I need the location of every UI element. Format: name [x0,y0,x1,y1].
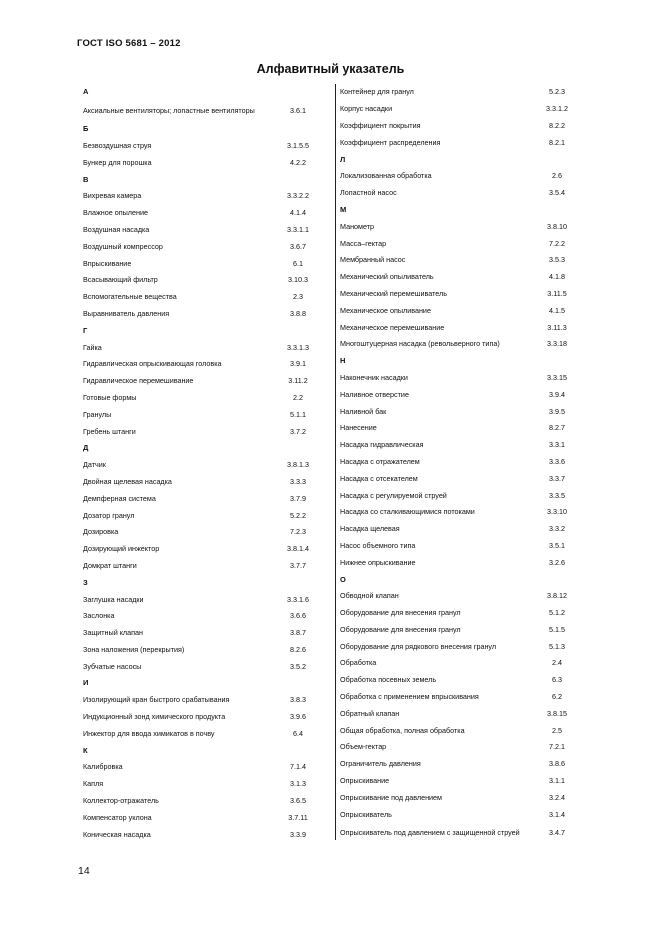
index-term: Насадка с отражателем [340,457,420,467]
index-entry [340,118,580,135]
index-reference-number: 3.7.2 [290,426,306,436]
index-entry [83,138,328,155]
index-entry [340,806,580,823]
index-entry [83,474,328,491]
index-term: Воздушная насадка [83,225,150,235]
index-entry [83,793,328,810]
index-entry [83,709,328,726]
index-reference-number: 2.4 [552,658,562,668]
index-reference-number: 3.6.1 [290,106,306,116]
index-reference-number: 5.1.2 [549,608,565,618]
index-term: Изолирующий кран быстрого срабатывания [83,695,230,705]
index-reference-number: 3.8.7 [290,628,306,638]
index-reference-number: 4.1.4 [290,208,306,218]
index-entry [83,725,328,742]
index-term: Лопастной насос [340,188,397,198]
index-term: Механический перемешиватель [340,289,447,299]
index-term: Опрыскиватель [340,809,392,819]
index-reference-number: 4.1.8 [549,272,565,282]
page-number: 14 [78,865,90,877]
index-reference-number: 3.9.6 [290,712,306,722]
index-term: Демпферная система [83,493,156,503]
index-entry [340,386,580,403]
index-entry [340,504,580,521]
alphabetical-index [80,84,580,840]
index-entry [340,218,580,235]
index-reference-number: 3.3.1.6 [287,594,309,604]
index-reference-number: 3.1.1 [549,776,565,786]
index-entry [83,205,328,222]
index-term: Оборудование для внесения гранул [340,625,461,635]
index-entry [340,722,580,739]
index-reference-number: 3.3.2 [549,524,565,534]
index-term: Выравниватель давления [83,309,170,319]
index-entry [340,84,580,101]
index-reference-number: 3.1.4 [549,809,565,819]
index-reference-number: 3.9.5 [549,406,565,416]
index-entry [83,222,328,239]
index-reference-number: 6.3 [552,675,562,685]
index-reference-number: 4.2.2 [290,158,306,167]
index-term: Насадка со сталкивающимися потоками [340,507,475,517]
index-reference-number: 3.5.2 [290,661,306,671]
index-entry [83,591,328,608]
index-term: Насадка с регулируемой струей [340,490,447,500]
index-entry [83,541,328,558]
index-reference-number: 7.1.4 [290,762,306,772]
index-entry [83,154,328,171]
letter-heading-text: Д [83,443,89,453]
index-reference-number: 3.8.1.3 [287,460,309,470]
index-term: Капля [83,779,104,789]
index-term: Наконечник насадки [340,373,408,383]
index-entry [340,420,580,437]
index-term: Датчик [83,460,106,470]
index-reference-number: 3.5.1 [549,541,565,551]
letter-heading-text: З [83,577,88,587]
index-letter-heading [83,440,328,457]
index-entry [83,238,328,255]
index-term: Зубчатые насосы [83,661,142,671]
index-term: Заглушка насадки [83,594,144,604]
index-term: Двойная щелевая насадка [83,477,172,487]
index-reference-number: 2.6 [552,171,562,181]
index-entry [340,336,580,353]
index-reference-number: 7.2.3 [290,527,306,537]
index-reference-number: 3.6.5 [290,796,306,806]
index-reference-number: 3.3.1.3 [287,342,309,352]
letter-heading-text: Н [340,356,346,366]
index-term: Общая обработка, полная обработка [340,725,465,735]
index-entry [83,558,328,575]
index-entry [340,319,580,336]
index-reference-number: 3.3.1.2 [546,104,568,114]
index-term: Многоштуцерная насадка (револьверного типа) [340,339,500,349]
index-term: Индукционный зонд химического продукта [83,712,226,722]
index-term: Дозатор гранул [83,510,135,520]
letter-heading-text: М [340,205,347,215]
index-reference-number: 8.2.7 [549,423,565,433]
index-entry [340,521,580,538]
index-reference-number: 3.3.1.1 [287,225,309,235]
index-term: Манометр [340,221,375,231]
index-entry [340,672,580,689]
index-term: Обратный клапан [340,709,400,719]
index-entry [340,655,580,672]
letter-heading-text: К [83,745,88,755]
index-letter-heading [340,353,580,370]
index-term: Дозировка [83,527,119,537]
index-term: Воздушный компрессор [83,241,163,251]
index-entry [83,406,328,423]
index-term: Локализованная обработка [340,171,432,181]
index-reference-number: 8.2.6 [290,645,306,655]
index-entry [83,507,328,524]
index-reference-number: 3.8.15 [547,709,567,719]
index-entry [340,756,580,773]
index-term: Инжектор для ввода химикатов в почву [83,729,215,739]
index-entry [83,255,328,272]
index-entry [340,622,580,639]
index-reference-number: 3.11.5 [547,289,567,299]
index-entry [83,373,328,390]
index-term: Оборудование для рядкового внесения гранул [340,641,497,651]
index-term: Контейнер для гранул [340,87,414,97]
index-term: Насос объемного типа [340,541,416,551]
index-term: Опрыскиватель под давлением с защищенной струей [340,828,520,838]
index-entry [340,739,580,756]
index-reference-number: 3.8.10 [547,221,567,231]
index-reference-number: 3.8.1.4 [287,544,309,554]
letter-heading-text: А [83,87,89,97]
index-term: Коэффициент распределения [340,138,441,147]
index-term: Объем-гектар [340,742,387,752]
index-reference-number: 3.11.2 [288,376,308,386]
index-entry [340,487,580,504]
index-entry [83,457,328,474]
index-entry [83,826,328,843]
index-term: Ограничитель давления [340,759,421,769]
index-reference-number: 5.2.3 [549,87,565,97]
index-reference-number: 3.3.3 [290,477,306,487]
index-reference-number: 5.1.1 [290,409,306,419]
index-reference-number: 3.8.3 [290,695,306,705]
index-reference-number: 3.9.1 [290,359,306,369]
letter-heading-text: В [83,174,89,184]
index-entry [340,554,580,571]
index-reference-number: 3.4.7 [549,828,565,838]
index-reference-number: 3.11.3 [547,322,567,332]
index-reference-number: 3.8.8 [290,309,306,319]
index-term: Коэффициент покрытия [340,121,421,131]
index-entry [340,538,580,555]
index-reference-number: 3.8.12 [547,591,567,601]
index-term: Корпус насадки [340,104,393,114]
index-reference-number: 3.3.15 [547,373,567,383]
index-term: Гидравлическая опрыскивающая головка [83,359,222,369]
index-reference-number: 5.1.5 [549,625,565,635]
index-term: Калибровка [83,762,123,772]
index-term: Компенсатор уклона [83,813,152,823]
index-letter-heading [340,202,580,219]
index-reference-number: 7.2.2 [549,238,565,248]
index-reference-number: 3.2.4 [549,793,565,803]
index-entry [340,168,580,185]
index-letter-heading [83,171,328,188]
index-term: Насадка щелевая [340,524,400,534]
index-term: Наливной бак [340,406,387,416]
index-term: Оборудование для внесения гранул [340,608,461,618]
index-term: Механическое опыливание [340,305,431,315]
index-reference-number: 3.9.4 [549,389,565,399]
index-entry [83,306,328,323]
index-reference-number: 3.3.2.2 [287,191,309,201]
index-term: Обработка [340,658,377,668]
index-reference-number: 3.7.9 [290,493,306,503]
letter-heading-text: И [83,678,89,688]
index-term: Аксиальные вентиляторы; лопастные вентиляторы [83,106,255,116]
index-left-column [83,84,328,843]
index-reference-number: 3.6.7 [290,241,306,251]
document-code: ГОСТ ISO 5681 – 2012 [77,38,181,49]
letter-heading-text: О [340,574,346,584]
index-term: Безвоздушная струя [83,141,152,151]
letter-heading-text: Б [83,124,89,134]
index-reference-number: 3.3.6 [549,457,565,467]
index-entry [83,608,328,625]
index-term: Впрыскивание [83,258,132,268]
index-term: Дозирующий инжектор [83,544,160,554]
index-reference-number: 3.3.1 [549,440,565,450]
index-reference-number: 3.1.3 [290,779,306,789]
index-entry [83,524,328,541]
index-entry [340,269,580,286]
index-reference-number: 3.8.6 [549,759,565,769]
index-reference-number: 4.1.5 [549,305,565,315]
index-letter-heading [83,322,328,339]
index-entry [340,773,580,790]
index-reference-number: 3.5.4 [549,188,565,198]
index-entry [340,705,580,722]
index-entry [340,235,580,252]
index-reference-number: 5.2.2 [290,510,306,520]
index-term: Нанесение [340,423,377,433]
index-reference-number: 7.2.1 [549,742,565,752]
index-term: Механическое перемешивание [340,322,445,332]
index-entry [340,689,580,706]
index-right-column [340,84,580,843]
index-term: Обработка с применением впрыскивания [340,692,479,702]
index-letter-heading [340,151,580,168]
index-entry [340,101,580,118]
index-reference-number: 2.5 [552,725,562,735]
index-term: Коническая насадка [83,829,151,839]
index-reference-number: 6.2 [552,692,562,702]
index-reference-number: 3.3.5 [549,490,565,500]
index-entry [83,101,328,121]
index-entry [83,390,328,407]
index-term: Защитный клапан [83,628,143,638]
index-letter-heading [83,84,328,101]
index-entry [340,302,580,319]
index-term: Заслонка [83,611,115,621]
index-term: Опрыскивание под давлением [340,793,442,803]
index-reference-number: 5.1.3 [549,641,565,651]
index-reference-number: 3.3.9 [290,829,306,839]
letter-heading-text: Л [340,154,346,164]
index-entry [340,134,580,151]
index-entry [83,776,328,793]
index-entry [340,588,580,605]
index-term: Гранулы [83,409,112,419]
index-entry [340,437,580,454]
index-term: Гидравлическое перемешивание [83,376,194,386]
index-term: Готовые формы [83,393,137,403]
index-term: Всасывающий фильтр [83,275,158,285]
index-term: Механический опыливатель [340,272,434,282]
index-letter-heading [83,742,328,759]
index-reference-number: 3.3.18 [547,339,567,349]
index-term: Гайка [83,342,102,352]
column-divider [335,84,336,840]
index-entry [340,252,580,269]
index-entry [340,638,580,655]
index-term: Обработка посевных земель [340,675,437,685]
index-letter-heading [83,121,328,138]
index-term: Насадка с отсекателем [340,473,418,483]
letter-heading-text: Г [83,325,88,335]
page-title: Алфавитный указатель [256,62,405,76]
index-reference-number: 3.10.3 [288,275,308,285]
index-reference-number: 3.5.3 [549,255,565,265]
index-term: Мембранный насос [340,255,406,265]
index-entry [83,423,328,440]
index-letter-heading [340,571,580,588]
index-entry [83,759,328,776]
index-term: Наливное отверстие [340,389,409,399]
index-letter-heading [83,574,328,591]
index-term: Зона наложения (перекрытия) [83,645,185,655]
index-entry [340,789,580,806]
index-term: Влажное опыление [83,208,148,218]
index-term: Гребень штанги [83,426,136,436]
index-term: Коллектор-отражатель [83,796,159,806]
index-reference-number: 2.2 [293,393,303,403]
index-term: Обводной клапан [340,591,399,601]
index-reference-number: 3.7.11 [288,813,308,823]
index-entry [340,185,580,202]
index-entry [340,470,580,487]
index-term: Нижнее опрыскивание [340,557,416,567]
index-term: Вспомогательные вещества [83,292,177,302]
index-entry [340,454,580,471]
index-entry [83,339,328,356]
index-entry [83,188,328,205]
index-entry [340,286,580,303]
index-entry [340,403,580,420]
index-entry [340,370,580,387]
index-entry [83,809,328,826]
index-entry [83,356,328,373]
index-reference-number: 3.6.6 [290,611,306,621]
index-reference-number: 3.1.5.5 [287,141,309,151]
index-entry [83,692,328,709]
index-reference-number: 3.3.10 [547,507,567,517]
index-term: Опрыскивание [340,776,390,786]
index-entry [83,490,328,507]
index-reference-number: 2.3 [293,292,303,302]
index-entry [83,289,328,306]
index-entry [83,625,328,642]
index-reference-number: 6.1 [293,258,303,268]
index-entry [340,605,580,622]
index-entry [83,658,328,675]
index-term: Домкрат штанги [83,561,137,571]
index-entry [83,642,328,659]
index-term: Вихревая камера [83,191,142,201]
index-term: Бункер для порошка [83,158,152,167]
index-reference-number: 6.4 [293,729,303,739]
index-reference-number: 8.2.2 [549,121,565,131]
index-letter-heading [83,675,328,692]
index-entry [340,823,580,843]
index-reference-number: 8.2.1 [549,138,565,147]
index-reference-number: 3.7.7 [290,561,306,571]
index-entry [83,272,328,289]
index-reference-number: 3.2.6 [549,557,565,567]
index-term: Масса–гектар [340,238,387,248]
index-term: Насадка гидравлическая [340,440,424,450]
index-reference-number: 3.3.7 [549,473,565,483]
